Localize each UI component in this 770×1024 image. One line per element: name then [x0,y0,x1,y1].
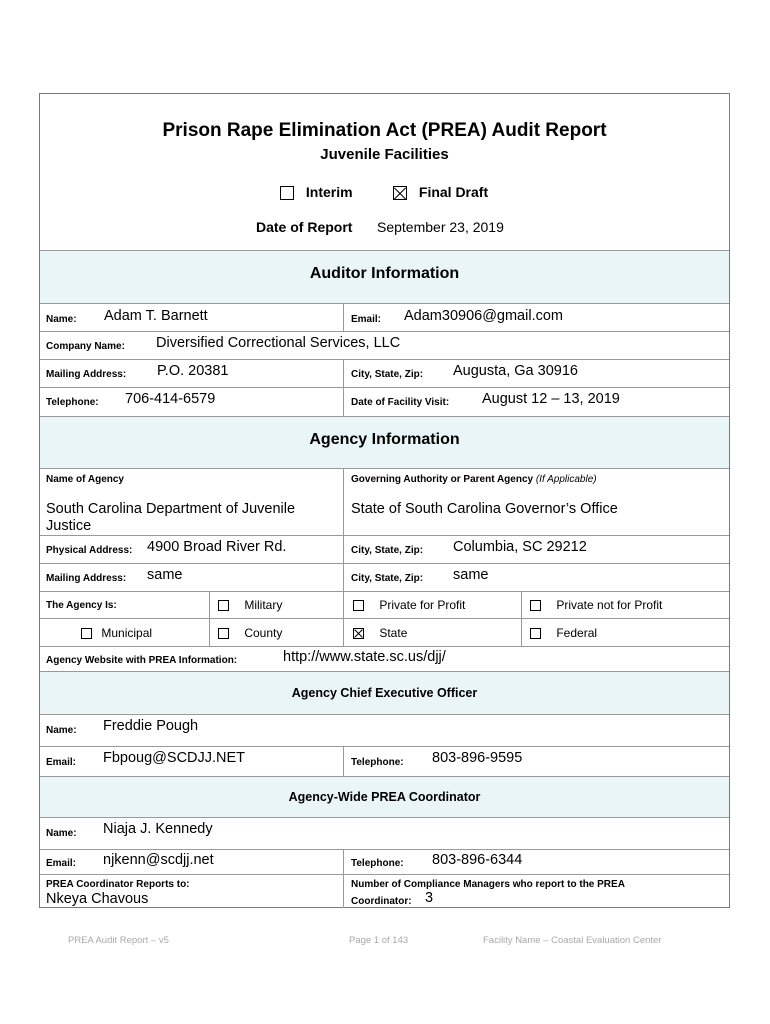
footer-page-number: Page 1 of 143 [349,935,409,946]
ceo-contact-row [40,746,729,776]
agency-physical-row [40,535,729,563]
auditor-mailing-label: Mailing Address: [46,369,127,380]
date-of-report-label: Date of Report [256,219,353,235]
report-title: Prison Rape Elimination Act (PREA) Audit Report [162,120,607,141]
agency-type-row-1 [40,591,729,618]
type-private-not-for-profit[interactable]: Private not for Profit [530,598,662,612]
ceo-section-header [40,671,729,714]
agency-name-label: Name of Agency [46,474,124,485]
auditor-phone-label: Telephone: [46,397,99,408]
footer-facility-name: Facility Name – Coastal Evaluation Center [483,935,662,946]
auditor-email: Adam30906@gmail.com [404,308,563,324]
company-label: Company Name: [46,341,125,352]
physical-csz: Columbia, SC 29212 [453,539,587,555]
footer-left: PREA Audit Report – v5 [68,935,169,946]
auditor-address-row [40,359,729,387]
auditor-phone: 706-414-6579 [125,391,216,407]
governing-authority: State of South Carolina Governor’s Office [351,501,618,517]
agency-mailing: same [147,567,183,583]
reports-to-value: Nkeya Chavous [46,891,149,907]
ceo-section-title: Agency Chief Executive Officer [291,686,478,700]
agency-name-line2: Justice [46,518,92,534]
agency-section-header [40,416,729,468]
auditor-csz: Augusta, Ga 30916 [453,363,578,379]
governing-authority-label: Governing Authority or Parent Agency (If Applicable) [351,474,597,485]
coordinator-contact-row [40,849,729,874]
facility-visit-label: Date of Facility Visit: [351,397,450,408]
municipal-checkbox[interactable] [81,628,92,639]
auditor-mailing: P.O. 20381 [157,363,229,379]
federal-checkbox[interactable] [530,628,541,639]
auditor-csz-label: City, State, Zip: [351,369,424,380]
private-not-for-profit-checkbox[interactable] [530,600,541,611]
agency-mailing-label: Mailing Address: [46,573,127,584]
coordinator-phone: 803-896-6344 [432,852,523,868]
state-checkbox[interactable] [353,628,364,639]
company-name: Diversified Correctional Services, LLC [156,335,401,351]
auditor-name-row [40,303,729,331]
ceo-name-row [40,714,729,746]
ceo-phone: 803-896-9595 [432,750,523,766]
auditor-section-title: Auditor Information [309,265,460,282]
coordinator-email: njkenn@scdjj.net [103,852,214,868]
coordinator-email-label: Email: [46,858,77,869]
agency-type-label: The Agency Is: [46,600,117,611]
county-checkbox[interactable] [218,628,229,639]
ceo-email-label: Email: [46,757,77,768]
auditor-phone-row [40,387,729,416]
ceo-name: Freddie Pough [103,718,199,734]
coordinator-name-row [40,817,729,849]
coordinator-section-title: Agency-Wide PREA Coordinator [288,790,481,804]
type-state[interactable]: State [353,626,407,640]
report-type-final-draft[interactable]: Final Draft [393,184,488,200]
agency-website-row [40,646,729,671]
auditor-section-header [40,250,729,303]
report-subtitle: Juvenile Facilities [320,146,449,163]
agency-mailing-csz: same [453,567,489,583]
agency-name-line1: South Carolina Department of Juvenile [46,501,296,517]
facility-visit-date: August 12 – 13, 2019 [482,391,620,407]
date-of-report-value: September 23, 2019 [377,219,504,235]
final-draft-checkbox[interactable] [393,186,407,200]
coordinator-phone-label: Telephone: [351,858,404,869]
ceo-phone-label: Telephone: [351,757,404,768]
coordinator-name-label: Name: [46,828,77,839]
auditor-name: Adam T. Barnett [104,308,208,324]
coordinator-section-header [40,776,729,817]
type-federal[interactable]: Federal [530,626,597,640]
auditor-email-label: Email: [351,314,382,325]
coordinator-reports-row [40,874,729,908]
agency-section-title: Agency Information [309,431,460,448]
interim-checkbox[interactable] [280,186,294,200]
agency-mailing-row [40,563,729,591]
auditor-company-row [40,331,729,359]
physical-address-label: Physical Address: [46,545,133,556]
report-form [39,93,730,908]
agency-website-link[interactable]: http://www.state.sc.us/djj/ [283,649,446,665]
ceo-email: Fbpoug@SCDJJ.NET [103,750,246,766]
website-label: Agency Website with PREA Information: [46,655,238,666]
report-type-interim[interactable]: Interim [280,184,353,200]
compliance-managers-label-line2: Coordinator: [351,896,412,907]
agency-type-row-2 [40,618,729,646]
auditor-name-label: Name: [46,314,77,325]
coordinator-name: Niaja J. Kennedy [103,821,213,837]
compliance-managers-label: Number of Compliance Managers who report to the PREA [351,879,625,890]
reports-to-label: PREA Coordinator Reports to: [46,879,190,890]
agency-name-row [40,468,729,535]
compliance-managers-count: 3 [425,890,434,906]
type-county[interactable]: County [218,626,282,640]
type-military[interactable]: Military [218,598,282,612]
military-checkbox[interactable] [218,600,229,611]
private-for-profit-checkbox[interactable] [353,600,364,611]
physical-csz-label: City, State, Zip: [351,545,424,556]
physical-address: 4900 Broad River Rd. [147,539,287,555]
type-private-for-profit[interactable]: Private for Profit [353,598,465,612]
agency-mailing-csz-label: City, State, Zip: [351,573,424,584]
type-municipal[interactable]: Municipal [81,626,152,640]
ceo-name-label: Name: [46,725,77,736]
